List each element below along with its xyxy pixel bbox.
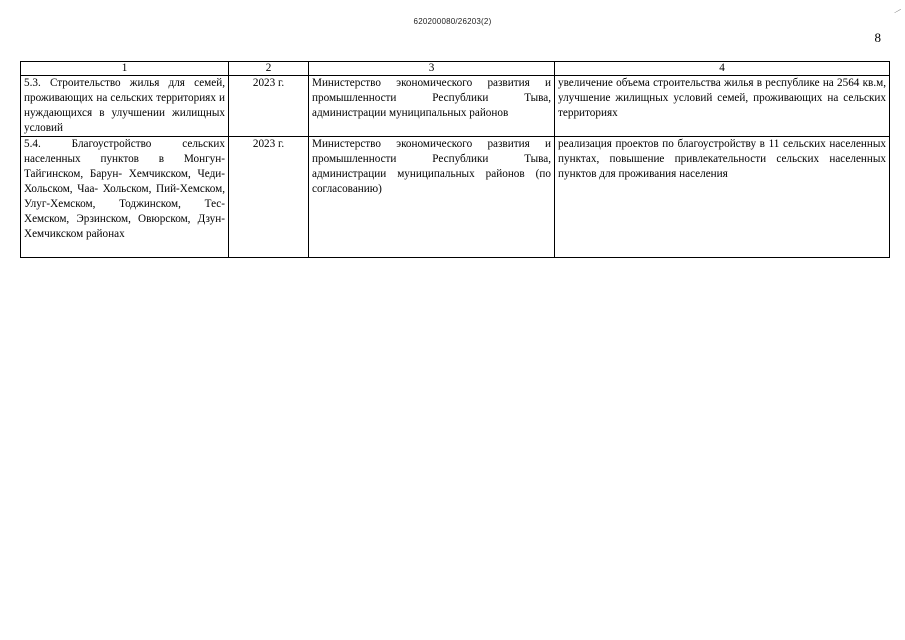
responsible-cell: Министерство экономического развития и промышленности Республики Тыва, администрации муниципальных районов (309, 76, 555, 137)
result-cell: реализация проектов по благоустройству в 11 сельских населенных пунктах, повышение привлекательности сельских населенных пунктов для проживания населения (555, 137, 890, 258)
page-number: 8 (874, 30, 881, 45)
measure-cell: 5.3. Строительство жилья для семей, проживающих на сельских территориях и нуждающихся в улучшении жилищных условий (21, 76, 229, 137)
column-header-4: 4 (555, 62, 890, 76)
table-header-row (21, 62, 890, 76)
measures-table (20, 61, 890, 258)
column-header-3: 3 (309, 62, 555, 76)
table-row (21, 137, 890, 258)
table-row (21, 76, 890, 137)
year-cell: 2023 г. (229, 137, 309, 258)
scan-mark: ⁄ (895, 6, 902, 16)
result-cell: увеличение объема строительства жилья в республике на 2564 кв.м, улучшение жилищных условий семей, проживающих на сельских территориях (555, 76, 890, 137)
measure-cell: 5.4. Благоустройство сельских населенных пунктов в Монгун-Тайгинском, Барун- Хемчикском, Чеди-Хольском, Чаа- Хольском, Пий-Хемском, Улуг-Хемском, Тоджинском, Тес-Хемском, Эрзинском, Овюрском, Дзун-Хемчикском районах (21, 137, 229, 258)
column-header-1: 1 (21, 62, 229, 76)
responsible-cell: Министерство экономического развития и промышленности Республики Тыва, администрации муниципальных районов (по согласованию) (309, 137, 555, 258)
document-code: 620200080/26203(2) (413, 17, 492, 26)
year-cell: 2023 г. (229, 76, 309, 137)
column-header-2: 2 (229, 62, 309, 76)
